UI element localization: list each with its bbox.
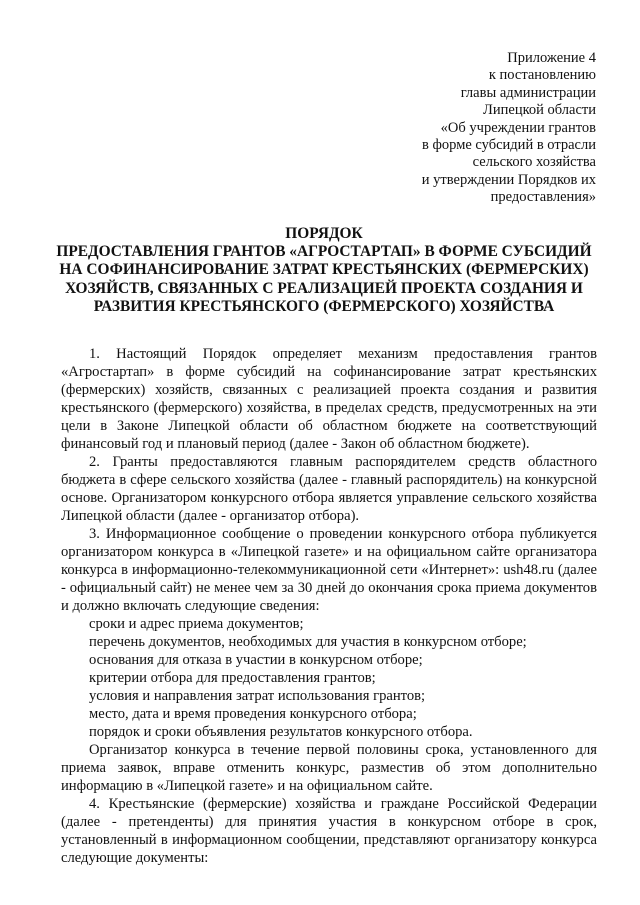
- appendix-line: главы администрации: [460, 84, 596, 101]
- paragraph-3: 3. Информационное сообщение о проведении конкурсного отбора публикуется организатором конкурса в «Липецкой газете» и на официальном сайте организатора конкурса в информационно-телекоммуникационной сети «Интернет»: ush48.ru (далее - официальный сайт) не менее чем за 30 дней до окончания срока приема документов и должно включать следующие сведения:: [61, 526, 597, 614]
- paragraph-2: 2. Гранты предоставляются главным распорядителем средств областного бюджета в сфере сельского хозяйства (далее - главный распорядитель) на конкурсной основе. Организатором конкурсного отбора является управление сельского хозяйства Липецкой области (далее - организатор отбора).: [61, 454, 597, 524]
- title-line: ПОРЯДОК: [285, 225, 363, 242]
- title-line: НА СОФИНАНСИРОВАНИЕ ЗАТРАТ КРЕСТЬЯНСКИХ (ФЕРМЕРСКИХ): [59, 261, 589, 279]
- list-item: перечень документов, необходимых для участия в конкурсном отборе;: [89, 634, 527, 650]
- appendix-line: сельского хозяйства: [472, 154, 596, 171]
- list-item: критерии отбора для предоставления грантов;: [89, 670, 376, 686]
- document-body: [61, 345, 597, 867]
- appendix-line: Приложение 4: [507, 50, 596, 66]
- list-item: место, дата и время проведения конкурсного отбора;: [89, 706, 417, 722]
- title-line: ХОЗЯЙСТВ, СВЯЗАННЫХ С РЕАЛИЗАЦИЕЙ ПРОЕКТА СОЗДАНИЯ И: [65, 279, 583, 297]
- list-item: условия и направления затрат использования грантов;: [89, 688, 426, 704]
- appendix-line: Липецкой области: [483, 102, 596, 119]
- title-line: РАЗВИТИЯ КРЕСТЬЯНСКОГО (ФЕРМЕРСКОГО) ХОЗЯЙСТВА: [93, 297, 555, 315]
- document-title: [56, 225, 592, 316]
- appendix-line: и утверждении Порядков их: [421, 171, 596, 188]
- list-item: основания для отказа в участии в конкурсном отборе;: [89, 652, 423, 668]
- appendix-note: [336, 50, 596, 207]
- appendix-line: к постановлению: [488, 67, 596, 84]
- paragraph-1: 1. Настоящий Порядок определяет механизм предоставления грантов «Агростартап» в форме субсидий на софинансирование затрат крестьянских (фермерских) хозяйств, связанных с реализацией проекта создания и развития крестьянского (фермерского) хозяйства, в пределах средств, предусмотренных на эти цели в Законе Липецкой области об областном бюджете на соответствующий финансовый год и плановый период (далее - Закон об областном бюджете).: [61, 346, 597, 452]
- list-item: сроки и адрес приема документов;: [89, 616, 304, 632]
- appendix-line: «Об учреждении грантов: [440, 119, 596, 136]
- appendix-line: в форме субсидий в отрасли: [422, 137, 596, 154]
- title-line: ПРЕДОСТАВЛЕНИЯ ГРАНТОВ «АГРОСТАРТАП» В ФОРМЕ СУБСИДИЙ: [56, 243, 592, 261]
- list-item: порядок и сроки объявления результатов конкурсного отбора.: [89, 724, 473, 740]
- paragraph-4: Организатор конкурса в течение первой половины срока, установленного для приема заявок, вправе отменить конкурс, разместив об этом дополнительно информацию в «Липецкой газете» и на официальном сайте.: [61, 742, 597, 794]
- paragraph-5: 4. Крестьянские (фермерские) хозяйства и граждане Российской Федерации (далее - претенденты) для принятия участия в конкурсном отборе в срок, установленный в информационном сообщении, представляют организатору конкурса следующие документы:: [61, 796, 597, 866]
- appendix-line: предоставления»: [490, 189, 596, 206]
